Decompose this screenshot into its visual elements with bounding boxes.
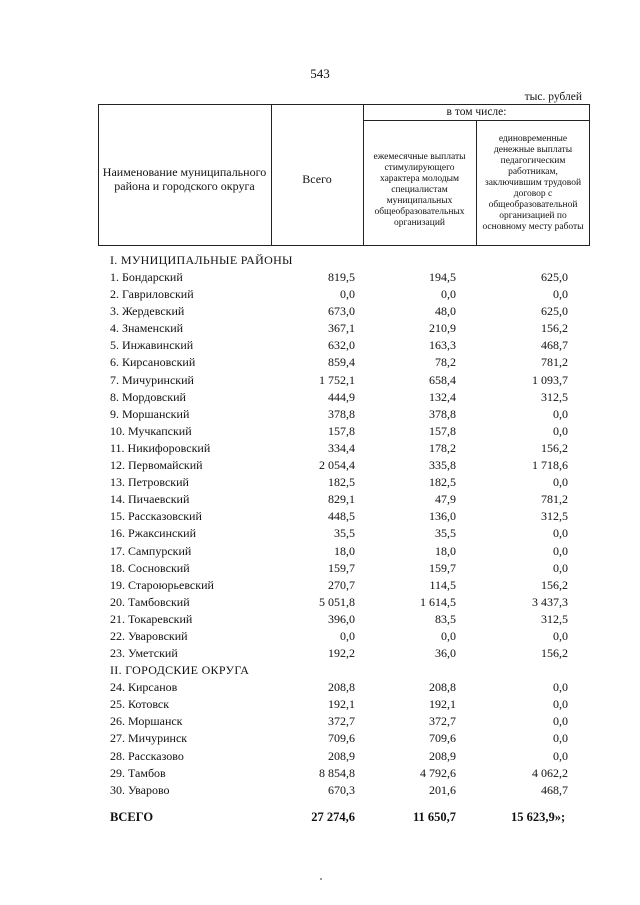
table-row [110,440,570,457]
row-one-time: 0,0 [553,406,568,421]
row-monthly: 159,7 [429,560,456,575]
section2-rows [110,679,570,799]
row-one-time: 156,2 [541,577,568,592]
row-monthly: 132,4 [429,389,456,404]
total-all: 27 274,6 [311,810,355,824]
row-name: 8. Мордовский [110,389,186,404]
table-row [110,423,570,440]
row-one-time: 0,0 [553,543,568,558]
row-one-time: 781,2 [541,492,568,507]
row-one-time: 625,0 [541,304,568,319]
row-total: 673,0 [328,304,355,319]
row-monthly: 372,7 [429,714,456,729]
row-one-time: 312,5 [541,509,568,524]
section-city-districts: II. ГОРОДСКИЕ ОКРУГА [110,663,250,678]
table-row [110,679,570,696]
row-one-time: 0,0 [553,287,568,302]
row-one-time: 312,5 [541,611,568,626]
row-one-time: 3 437,3 [532,594,568,609]
row-monthly: 47,9 [435,492,456,507]
row-monthly: 658,4 [429,372,456,387]
row-total: 859,4 [328,355,355,370]
row-total: 448,5 [328,509,355,524]
row-one-time: 156,2 [541,646,568,661]
table-row [110,765,570,782]
row-total: 192,1 [328,697,355,712]
table-row [110,560,570,577]
row-name: 28. Рассказово [110,748,184,763]
row-total: 819,5 [328,270,355,284]
header-one-time-payments: единовременные денежные выплаты педагогическим работникам, заключившим трудовой договор с общеобразовательной организацией по основному месту работы [482,133,584,232]
table-row [110,337,570,354]
row-total: 0,0 [340,287,355,302]
row-monthly: 201,6 [429,782,456,797]
units-label: тыс. рублей [524,91,582,103]
row-total: 0,0 [340,628,355,643]
row-name: 20. Тамбовский [110,594,190,609]
row-total: 1 752,1 [319,372,355,387]
table-row [110,320,570,337]
row-one-time: 0,0 [553,714,568,729]
table-row [110,730,570,747]
row-total: 208,8 [328,680,355,695]
row-name: 30. Уварово [110,782,170,797]
table-row [110,474,570,491]
row-monthly: 4 792,6 [420,765,456,780]
table-row [110,354,570,371]
row-total: 8 854,8 [319,765,355,780]
row-one-time: 0,0 [553,423,568,438]
row-name: 26. Моршанск [110,714,183,729]
row-one-time: 468,7 [541,782,568,797]
row-total: 18,0 [334,543,355,558]
table-row [110,748,570,765]
row-total: 709,6 [328,731,355,746]
scan-mark [320,878,322,880]
row-one-time: 0,0 [553,748,568,763]
table-row [110,303,570,320]
table-row [110,389,570,406]
row-one-time: 156,2 [541,321,568,336]
section1-rows [110,269,570,662]
row-monthly: 36,0 [435,646,456,661]
row-name: 6. Кирсановский [110,355,196,370]
header-including: в том числе: [446,106,507,118]
row-monthly: 1 614,5 [420,594,456,609]
row-name: 2. Гавриловский [110,287,194,302]
table-row [110,645,570,662]
row-monthly: 208,9 [429,748,456,763]
table-row [110,713,570,730]
row-name: 22. Уваровский [110,628,188,643]
row-monthly: 192,1 [429,697,456,712]
row-total: 208,9 [328,748,355,763]
row-monthly: 178,2 [429,440,456,455]
row-total: 372,7 [328,714,355,729]
row-monthly: 194,5 [429,270,456,284]
row-name: 17. Сампурский [110,543,192,558]
table-row [110,491,570,508]
table-row [110,372,570,389]
row-one-time: 1 718,6 [532,458,568,473]
row-name: 21. Токаревский [110,611,193,626]
row-monthly: 0,0 [441,287,456,302]
row-name: 10. Мучкапский [110,423,192,438]
total-monthly: 11 650,7 [412,810,456,824]
table-row [110,628,570,645]
row-name: 15. Рассказовский [110,509,202,524]
row-one-time: 0,0 [553,628,568,643]
row-monthly: 83,5 [435,611,456,626]
row-one-time: 1 093,7 [532,372,568,387]
table-row [110,594,570,611]
section-municipal-districts: I. МУНИЦИПАЛЬНЫЕ РАЙОНЫ [110,253,293,267]
row-monthly: 18,0 [435,543,456,558]
row-name: 23. Уметский [110,646,178,661]
row-total: 2 054,4 [319,458,355,473]
row-one-time: 0,0 [553,526,568,541]
row-total: 270,7 [328,577,355,592]
table-body [110,252,570,799]
header-monthly-payments: ежемесячные выплаты стимулирующего характера молодым специалистам муниципальных общеобразовательных организаций [373,151,466,228]
total-label: ВСЕГО [110,810,154,824]
row-total: 159,7 [328,560,355,575]
row-monthly: 0,0 [441,628,456,643]
row-monthly: 378,8 [429,406,456,421]
row-monthly: 335,8 [429,458,456,473]
header-total: Всего [302,171,332,186]
row-name: 5. Инжавинский [110,338,194,353]
row-name: 25. Котовск [110,697,170,712]
row-one-time: 468,7 [541,338,568,353]
row-one-time: 0,0 [553,697,568,712]
row-name: 29. Тамбов [110,765,166,780]
row-one-time: 781,2 [541,355,568,370]
row-total: 192,2 [328,646,355,661]
row-total: 157,8 [328,423,355,438]
table-row [110,525,570,542]
row-name: 12. Первомайский [110,458,203,473]
row-name: 18. Сосновский [110,560,190,575]
table-row [110,508,570,525]
row-name: 24. Кирсанов [110,680,178,695]
row-name: 1. Бондарский [110,270,183,284]
row-name: 11. Никифоровский [110,440,211,455]
row-one-time: 0,0 [553,475,568,490]
table-row [110,406,570,423]
row-total: 378,8 [328,406,355,421]
row-monthly: 35,5 [435,526,456,541]
table-row [110,611,570,628]
row-one-time: 312,5 [541,389,568,404]
row-total: 182,5 [328,475,355,490]
table-row [110,286,570,303]
row-one-time: 0,0 [553,680,568,695]
row-monthly: 157,8 [429,423,456,438]
row-name: 19. Староюрьевский [110,577,214,592]
row-name: 3. Жердевский [110,304,185,319]
row-name: 13. Петровский [110,475,189,490]
row-monthly: 78,2 [435,355,456,370]
row-monthly: 114,5 [429,577,456,592]
row-total: 396,0 [328,611,355,626]
row-total: 670,3 [328,782,355,797]
row-one-time: 4 062,2 [532,765,568,780]
row-monthly: 210,9 [429,321,456,336]
table-row [110,577,570,594]
row-total: 35,5 [334,526,355,541]
row-name: 9. Моршанский [110,406,190,421]
row-total: 5 051,8 [319,594,355,609]
table-row [110,457,570,474]
row-monthly: 163,3 [429,338,456,353]
row-monthly: 136,0 [429,509,456,524]
row-total: 829,1 [328,492,355,507]
row-one-time: 625,0 [541,270,568,284]
table-header [98,104,590,246]
row-one-time: 0,0 [553,560,568,575]
table-row [110,269,570,286]
row-name: 16. Ржаксинский [110,526,196,541]
row-name: 4. Знаменский [110,321,184,336]
row-name: 27. Мичуринск [110,731,188,746]
table-row [110,543,570,560]
row-monthly: 182,5 [429,475,456,490]
row-monthly: 48,0 [435,304,456,319]
total-one-time: 15 623,9»; [511,810,566,824]
row-monthly: 208,8 [429,680,456,695]
row-total: 444,9 [328,389,355,404]
header-name: Наименование муниципального района и городского округа [102,165,267,193]
table-row [110,696,570,713]
table-row [110,782,570,799]
page-number: 543 [310,66,330,81]
row-total: 367,1 [328,321,355,336]
row-one-time: 156,2 [541,440,568,455]
row-name: 14. Пичаевский [110,492,190,507]
row-total: 334,4 [328,440,355,455]
grand-total-row [110,808,590,826]
row-monthly: 709,6 [429,731,456,746]
row-total: 632,0 [328,338,355,353]
row-name: 7. Мичуринский [110,372,194,387]
row-one-time: 0,0 [553,731,568,746]
